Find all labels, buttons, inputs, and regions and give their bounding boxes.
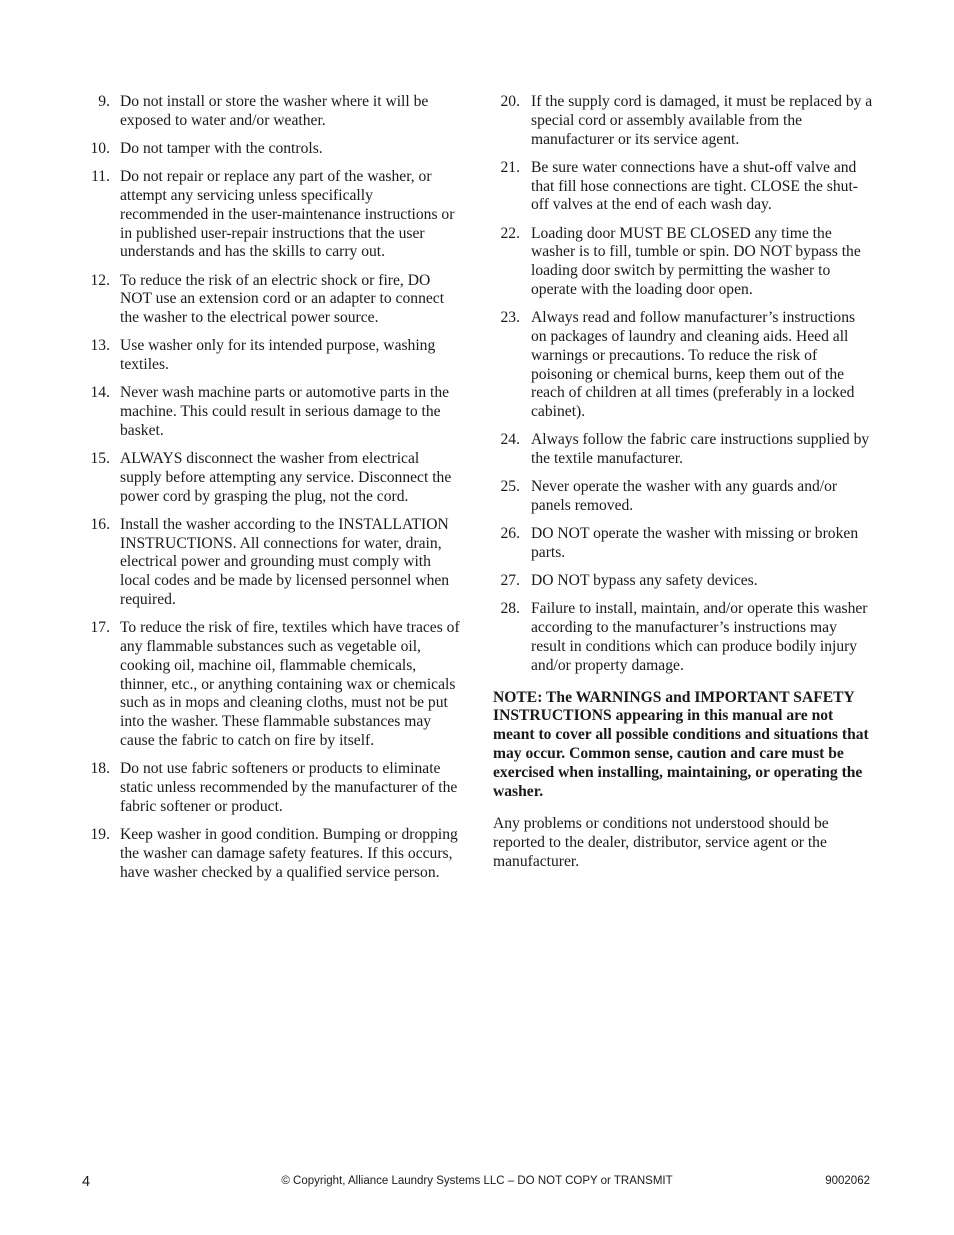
- item-text: Always follow the fabric care instructions supplied by the textile manufacturer.: [531, 431, 870, 468]
- list-item: [82, 337, 462, 375]
- list-item: [493, 159, 873, 215]
- list-item: [493, 225, 873, 300]
- page-footer: [82, 1174, 872, 1194]
- item-text: To reduce the risk of an electric shock or fire, DO NOT use an extension cord or an adapter to connect the washer to the electrical power source.: [120, 271, 445, 327]
- item-text: Do not install or store the washer where it will be exposed to water and/or weather.: [120, 93, 429, 129]
- item-number: 9.: [98, 93, 110, 110]
- list-item: [82, 168, 462, 262]
- list-item: [82, 619, 462, 751]
- item-number: 17.: [90, 619, 110, 637]
- list-item: [493, 600, 873, 675]
- list-item: [493, 572, 873, 591]
- item-text: Failure to install, maintain, and/or operate this washer according to the manufacturer’s instructions may result in conditions which can produce bodily injury and/or property damage.: [531, 600, 868, 674]
- list-item: [493, 309, 873, 422]
- item-text: Keep washer in good condition. Bumping or dropping the washer can damage safety features. If this occurs, have washer checked by a qualified service person.: [120, 826, 458, 881]
- right-column: [493, 93, 873, 872]
- document-number: 9002062: [825, 1175, 870, 1187]
- item-text: DO NOT operate the washer with missing or broken parts.: [531, 525, 859, 562]
- list-item: [82, 93, 462, 131]
- item-number: 25.: [500, 478, 520, 496]
- list-item: [82, 516, 462, 610]
- item-number: 18.: [90, 760, 110, 778]
- item-number: 12.: [90, 271, 110, 289]
- item-number: 20.: [500, 93, 520, 110]
- list-item: [493, 525, 873, 563]
- item-text: Install the washer according to the INSTALLATION INSTRUCTIONS. All connections for water, drain, electrical power and grounding must comply with local codes and be made by licensed personnel when required.: [120, 515, 450, 609]
- item-number: 13.: [90, 337, 110, 355]
- safety-note: NOTE: The WARNINGS and IMPORTANT SAFETY INSTRUCTIONS appearing in this manual are not meant to cover all possible conditions and situations that may occur. Common sense, caution and care must be exercised when installing, maintaining, or operating the washer.: [493, 688, 869, 800]
- item-number: 21.: [500, 158, 520, 176]
- item-number: 23.: [500, 309, 520, 327]
- item-text: Always read and follow manufacturer’s instructions on packages of laundry and cleaning aids. Heed all warnings or precautions. To reduce the risk of poisoning or chemical burns, keep them out of the reach of children at all times (preferably in a locked cabinet).: [531, 309, 856, 421]
- item-text: Be sure water connections have a shut-off valve and that fill hose connections are tight. CLOSE the shut-off valves at the end of each wash day.: [531, 158, 858, 214]
- item-number: 22.: [500, 224, 520, 242]
- item-text: Use washer only for its intended purpose, washing textiles.: [120, 337, 436, 374]
- safety-list-left: [82, 93, 462, 882]
- list-item: [82, 384, 462, 440]
- item-number: 27.: [500, 572, 520, 590]
- item-number: 16.: [90, 515, 110, 533]
- item-number: 28.: [500, 600, 520, 618]
- list-item: [82, 760, 462, 816]
- item-number: 26.: [500, 525, 520, 543]
- item-text: Never operate the washer with any guards and/or panels removed.: [531, 478, 838, 515]
- list-item: [493, 431, 873, 469]
- item-text: Never wash machine parts or automotive parts in the machine. This could result in serious damage to the basket.: [120, 384, 450, 439]
- page-number: 4: [82, 1174, 91, 1190]
- item-text: If the supply cord is damaged, it must be replaced by a special cord or assembly available from the manufacturer or its service agent.: [531, 93, 873, 148]
- item-number: 14.: [90, 384, 110, 402]
- item-text: ALWAYS disconnect the washer from electrical supply before attempting any service. Disconnect the power cord by grasping the plug, not the cord.: [120, 450, 452, 505]
- item-text: Do not tamper with the controls.: [120, 139, 323, 157]
- item-number: 15.: [90, 450, 110, 468]
- item-number: 19.: [90, 826, 110, 843]
- list-item: [82, 826, 462, 882]
- left-column: [82, 93, 462, 892]
- item-text: DO NOT bypass any safety devices.: [531, 572, 758, 590]
- list-item: [82, 140, 462, 159]
- item-text: Do not repair or replace any part of the washer, or attempt any servicing unless specifically recommended in the user-maintenance instructions or in published user-repair instructions that the user understands and has the skills to carry out.: [120, 168, 455, 261]
- list-item: [82, 272, 462, 328]
- item-number: 24.: [500, 431, 520, 449]
- item-text: Do not use fabric softeners or products to eliminate static unless recommended by the manufacturer of the fabric softener or product.: [120, 760, 458, 815]
- item-number: 10.: [90, 139, 110, 157]
- copyright-notice: © Copyright, Alliance Laundry Systems LLC – DO NOT COPY or TRANSMIT: [281, 1175, 673, 1187]
- item-text: To reduce the risk of fire, textiles which have traces of any flammable substances such as vegetable oil, cooking oil, machine oil, flammable chemicals, thinner, etc., or anything containing wax or chemicals such as in mops and cleaning cloths, must not be put into the washer. These flammable substances may cause the fabric to catch on fire by itself.: [120, 619, 460, 750]
- list-item: [493, 93, 873, 149]
- item-text: Loading door MUST BE CLOSED any time the washer is to fill, tumble or spin. DO NOT bypass the loading door switch by permitting the washer to operate with the loading door open.: [531, 224, 861, 298]
- closing-paragraph: Any problems or conditions not understood should be reported to the dealer, distributor, service agent or the manufacturer.: [493, 815, 829, 871]
- list-item: [82, 450, 462, 506]
- item-number: 11.: [91, 168, 110, 186]
- safety-list-right: [493, 93, 873, 676]
- list-item: [493, 478, 873, 516]
